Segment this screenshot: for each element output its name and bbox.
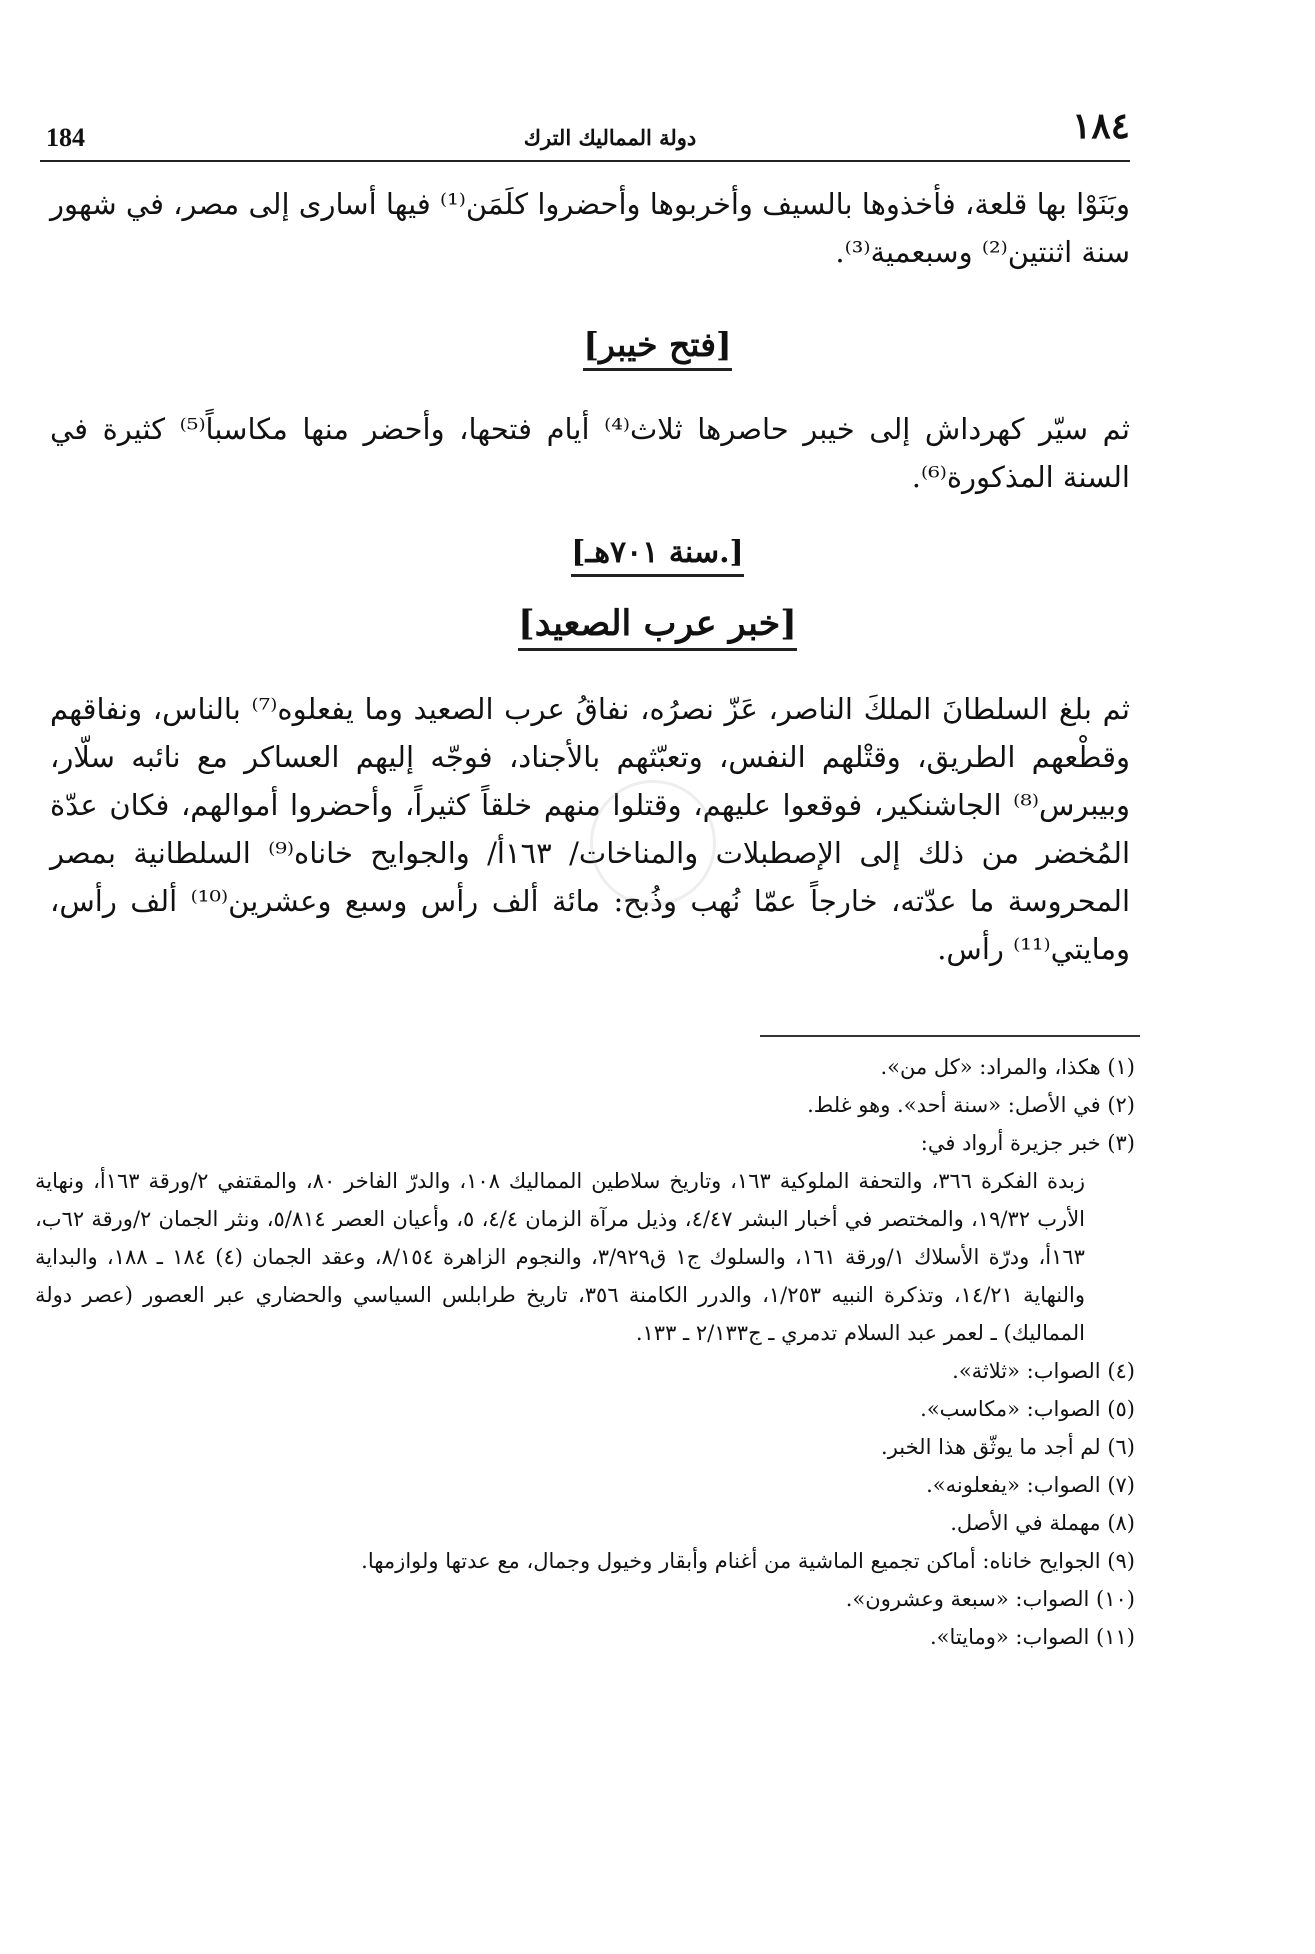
footnote-8: (٨) مهملة في الأصل. — [950, 1511, 1135, 1535]
footnote-rule — [760, 1035, 1140, 1037]
footnote-3-sources: زبدة الفكرة ٣٦٦، والتحفة الملوكية ١٦٣، وتاريخ سلاطين المماليك ١٠٨، والدرّ الفاخر ٨٠، والمقتفي ٢/ورقة ١٦٣أ، ونهاية الأرب ١٩/٣٢، والمختصر في أخبار البشر ٤/٤٧، وذيل مرآة الزمان ٤/٤، ٥، وأعيان العصر ٥/٨١٤، ونثر الجمان ٢/ورقة ٦٢ب، ١٦٣أ، ودرّة الأسلاك ١/ورقة ١٦١، والسلوك ج١ ق٣/٩٢٩، والنجوم الزاهرة ٨/١٥٤، وعقد الجمان (٤) ١٨٤ ـ ١٨٨، والبداية والنهاية ١٤/٢١، وتذكرة النبيه ١/٢٥٣، والدرر الكامنة ٣٥٦، تاريخ طرابلس السياسي والحضاري عبر العصور (عصر دولة المماليك) ـ لعمر عبد السلام تدمري ـ ج٢/١٣٣ ـ ١٣٣. — [35, 1169, 1086, 1345]
footnotes — [35, 1048, 1135, 1656]
running-title: دولة المماليك الترك — [523, 125, 697, 150]
heading-text: [فتح خيبر] — [583, 325, 731, 371]
footnote-10: (١٠) الصواب: «سبعة وعشرون». — [845, 1587, 1135, 1611]
footnote-6: (٦) لم أجد ما يوثّق هذا الخبر. — [881, 1435, 1135, 1459]
footnote-2: (٢) في الأصل: «سنة أحد». وهو غلط. — [807, 1093, 1135, 1117]
page-number-latin: 184 — [46, 123, 85, 152]
footnote-4: (٤) الصواب: «ثلاثة». — [952, 1359, 1135, 1383]
footnote-3: (٣) خبر جزيرة أرواد في: — [920, 1131, 1135, 1155]
footnote-11: (١١) الصواب: «ومايتا». — [929, 1625, 1135, 1649]
page-header — [40, 105, 1130, 155]
heading-arab-saeed — [0, 603, 1315, 651]
footnote-7: (٧) الصواب: «يفعلونه». — [926, 1473, 1135, 1497]
paragraph-1: وبَنَوْا بها قلعة، فأخذوها بالسيف وأخربوها وأحضروا كلَمَن⁽¹⁾ فيها أسارى إلى مصر، في شهور سنة اثنتين⁽²⁾ وسبعمية⁽³⁾. — [50, 187, 1131, 269]
footnote-1: (١) هكذا، والمراد: «كل من». — [880, 1055, 1135, 1079]
heading-year — [0, 535, 1315, 577]
footnote-5: (٥) الصواب: «مكاسب». — [920, 1397, 1135, 1421]
paragraph-2: ثم سيّر كهرداش إلى خيبر حاصرها ثلاث⁽⁴⁾ أيام فتحها، وأحضر منها مكاسباً⁽⁵⁾ كثيرة في السنة المذكورة⁽⁶⁾. — [50, 412, 1130, 494]
heading-text: [خبر عرب الصعيد] — [518, 603, 797, 651]
paragraph-3: ثم بلغ السلطانَ الملكَ الناصر، عَزّ نصرُه، نفاقُ عرب الصعيد وما يفعلوه⁽⁷⁾ بالناس، ونفاقهم وقطْعهم الطريق، وقتْلهم النفس، وتعبّثهم بالأجناد، فوجّه إليهم العساكر مع نائبه سلّار، وبيبرس⁽⁸⁾ الجاشنكير، فوقعوا عليهم، وقتلوا منهم خلقاً كثيراً، وأحضروا أموالهم، فكان عدّة المُخضر من ذلك إلى الإصطبلات والمناخات/ ١٦٣أ/ والجوايح خاناه⁽⁹⁾ السلطانية بمصر المحروسة ما عدّته، خارجاً عمّا نُهب وذُبح: مائة ألف رأس وسبع وعشرين⁽¹⁰⁾ ألف رأس، ومايتي⁽¹¹⁾ رأس. — [50, 692, 1131, 966]
watermark-seal — [590, 780, 716, 906]
heading-text: [سنة ٧٠١هـ.] — [571, 535, 744, 577]
heading-fath-khaybar — [0, 325, 1315, 371]
footnote-9: (٩) الجوايح خاناه: أماكن تجميع الماشية من أغنام وأبقار وخيول وجمال، مع عدتها ولوازمها. — [361, 1549, 1135, 1573]
page-number-arabic: ١٨٤ — [1071, 105, 1130, 147]
header-rule — [40, 160, 1130, 162]
